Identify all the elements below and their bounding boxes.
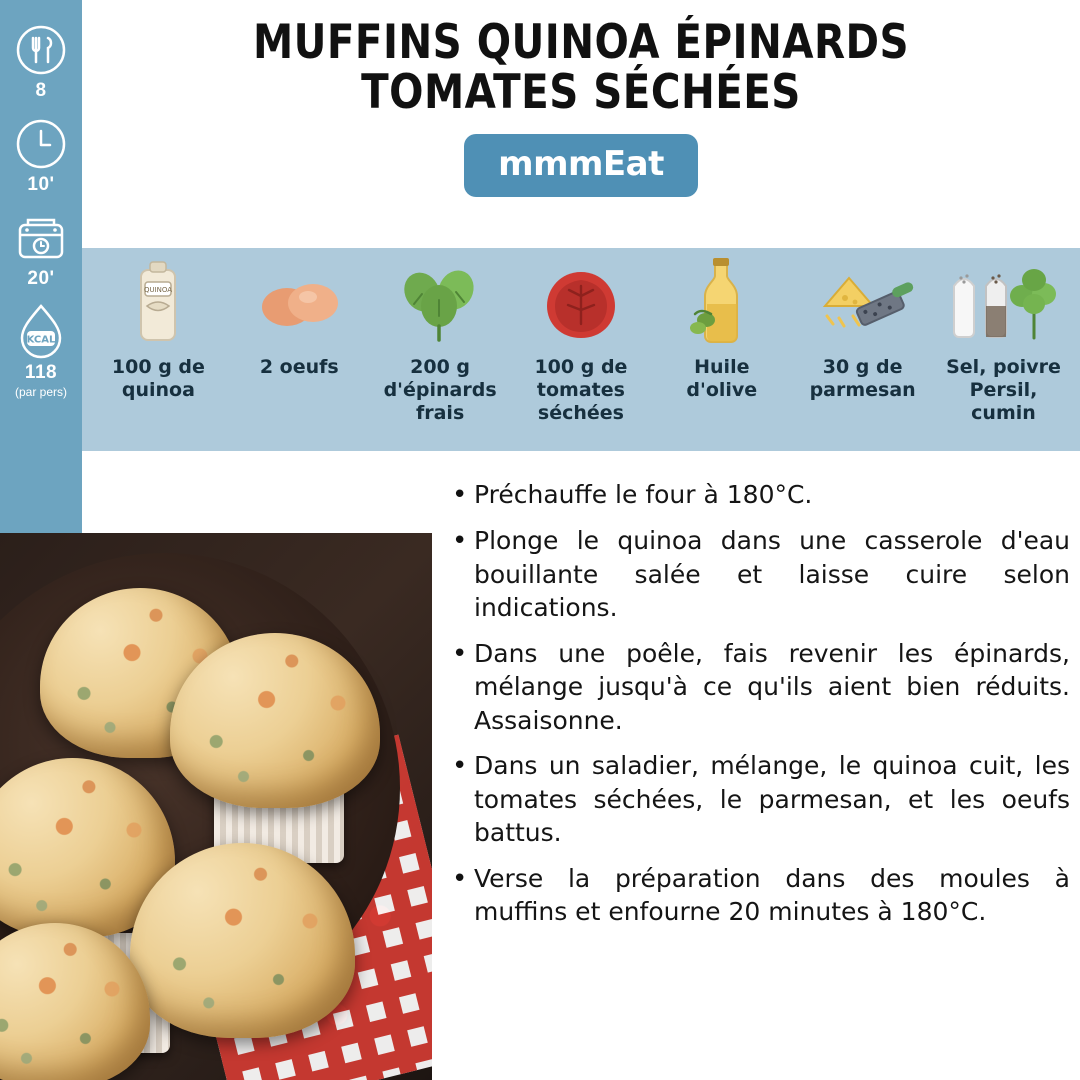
calories-value: 118 bbox=[24, 362, 58, 383]
ingredient-label: 2 oeufs bbox=[259, 356, 339, 378]
instruction-text: Plonge le quinoa dans une casserole d'eau bouillante salée et laisse cuire selon indications. bbox=[474, 526, 1070, 622]
instruction-text: Préchauffe le four à 180°C. bbox=[474, 480, 813, 509]
salt-pepper-herbs-icon bbox=[938, 258, 1068, 350]
title-area bbox=[82, 0, 1080, 240]
brand-badge: mmmEat bbox=[464, 134, 698, 197]
calories-sublabel: (par pers) bbox=[14, 385, 67, 399]
oven-icon bbox=[13, 210, 69, 266]
cutlery-icon bbox=[13, 22, 69, 78]
sidebar-item-cook-time bbox=[13, 210, 69, 290]
servings-value: 8 bbox=[35, 80, 47, 101]
ingredient-item bbox=[235, 258, 363, 379]
ingredient-item bbox=[94, 258, 222, 402]
dried-tomato-icon bbox=[539, 258, 623, 350]
ingredient-item bbox=[517, 258, 645, 426]
info-sidebar bbox=[0, 0, 82, 553]
ingredients-strip bbox=[82, 248, 1080, 451]
bullet-icon: • bbox=[452, 751, 468, 781]
recipe-photo bbox=[0, 533, 432, 1080]
instruction-step bbox=[452, 749, 1070, 850]
instructions-list bbox=[452, 478, 1070, 941]
eggs-icon bbox=[251, 258, 347, 350]
photo-background bbox=[0, 533, 432, 1080]
ingredient-label: 100 g de tomates séchées bbox=[534, 356, 628, 425]
instruction-text: Dans un saladier, mélange, le quinoa cuit, les tomates séchées, le parmesan, et les oeufs battus. bbox=[474, 751, 1070, 847]
grated-cheese-icon bbox=[809, 258, 917, 350]
ingredient-label: 200 g d'épinards frais bbox=[383, 356, 497, 425]
calories-icon bbox=[13, 304, 69, 360]
ingredient-label: 100 g de quinoa bbox=[111, 356, 205, 402]
instruction-step bbox=[452, 524, 1070, 625]
ingredient-item bbox=[799, 258, 927, 402]
page-title: MUFFINS QUINOA ÉPINARDS TOMATES SÉCHÉES bbox=[252, 15, 910, 120]
ingredient-item bbox=[658, 258, 786, 402]
instruction-text: Dans une poêle, fais revenir les épinards, mélange jusqu'à ce qu'ils aient bien réduits. Assaisonne. bbox=[474, 638, 1070, 735]
prep-time-value: 10' bbox=[27, 174, 55, 195]
instruction-step bbox=[452, 862, 1070, 929]
ingredient-label: Sel, poivre Persil, cumin bbox=[946, 356, 1061, 425]
instruction-step bbox=[452, 478, 1070, 512]
bullet-icon: • bbox=[452, 638, 468, 669]
sidebar-item-calories bbox=[13, 304, 69, 399]
clock-icon bbox=[13, 116, 69, 172]
instruction-text: Verse la préparation dans des moules à muffins et enfourne 20 minutes à 180°C. bbox=[474, 863, 1070, 926]
bullet-icon: • bbox=[452, 480, 468, 510]
olive-oil-icon bbox=[685, 258, 759, 350]
bullet-icon: • bbox=[452, 863, 468, 894]
ingredient-item bbox=[939, 258, 1067, 426]
kcal-badge-label: KCAL bbox=[26, 334, 56, 346]
ingredient-label: 30 g de parmesan bbox=[809, 356, 916, 402]
svg-text:QUINOA: QUINOA bbox=[144, 286, 173, 294]
cook-time-value: 20' bbox=[27, 268, 55, 289]
spinach-icon bbox=[394, 258, 486, 350]
sidebar-item-servings bbox=[13, 22, 69, 102]
ingredient-label: Huile d'olive bbox=[686, 356, 758, 402]
quinoa-package-icon bbox=[123, 258, 193, 350]
bullet-icon: • bbox=[452, 526, 468, 556]
sidebar-item-prep-time bbox=[13, 116, 69, 196]
ingredient-item bbox=[376, 258, 504, 426]
instruction-step bbox=[452, 637, 1070, 738]
